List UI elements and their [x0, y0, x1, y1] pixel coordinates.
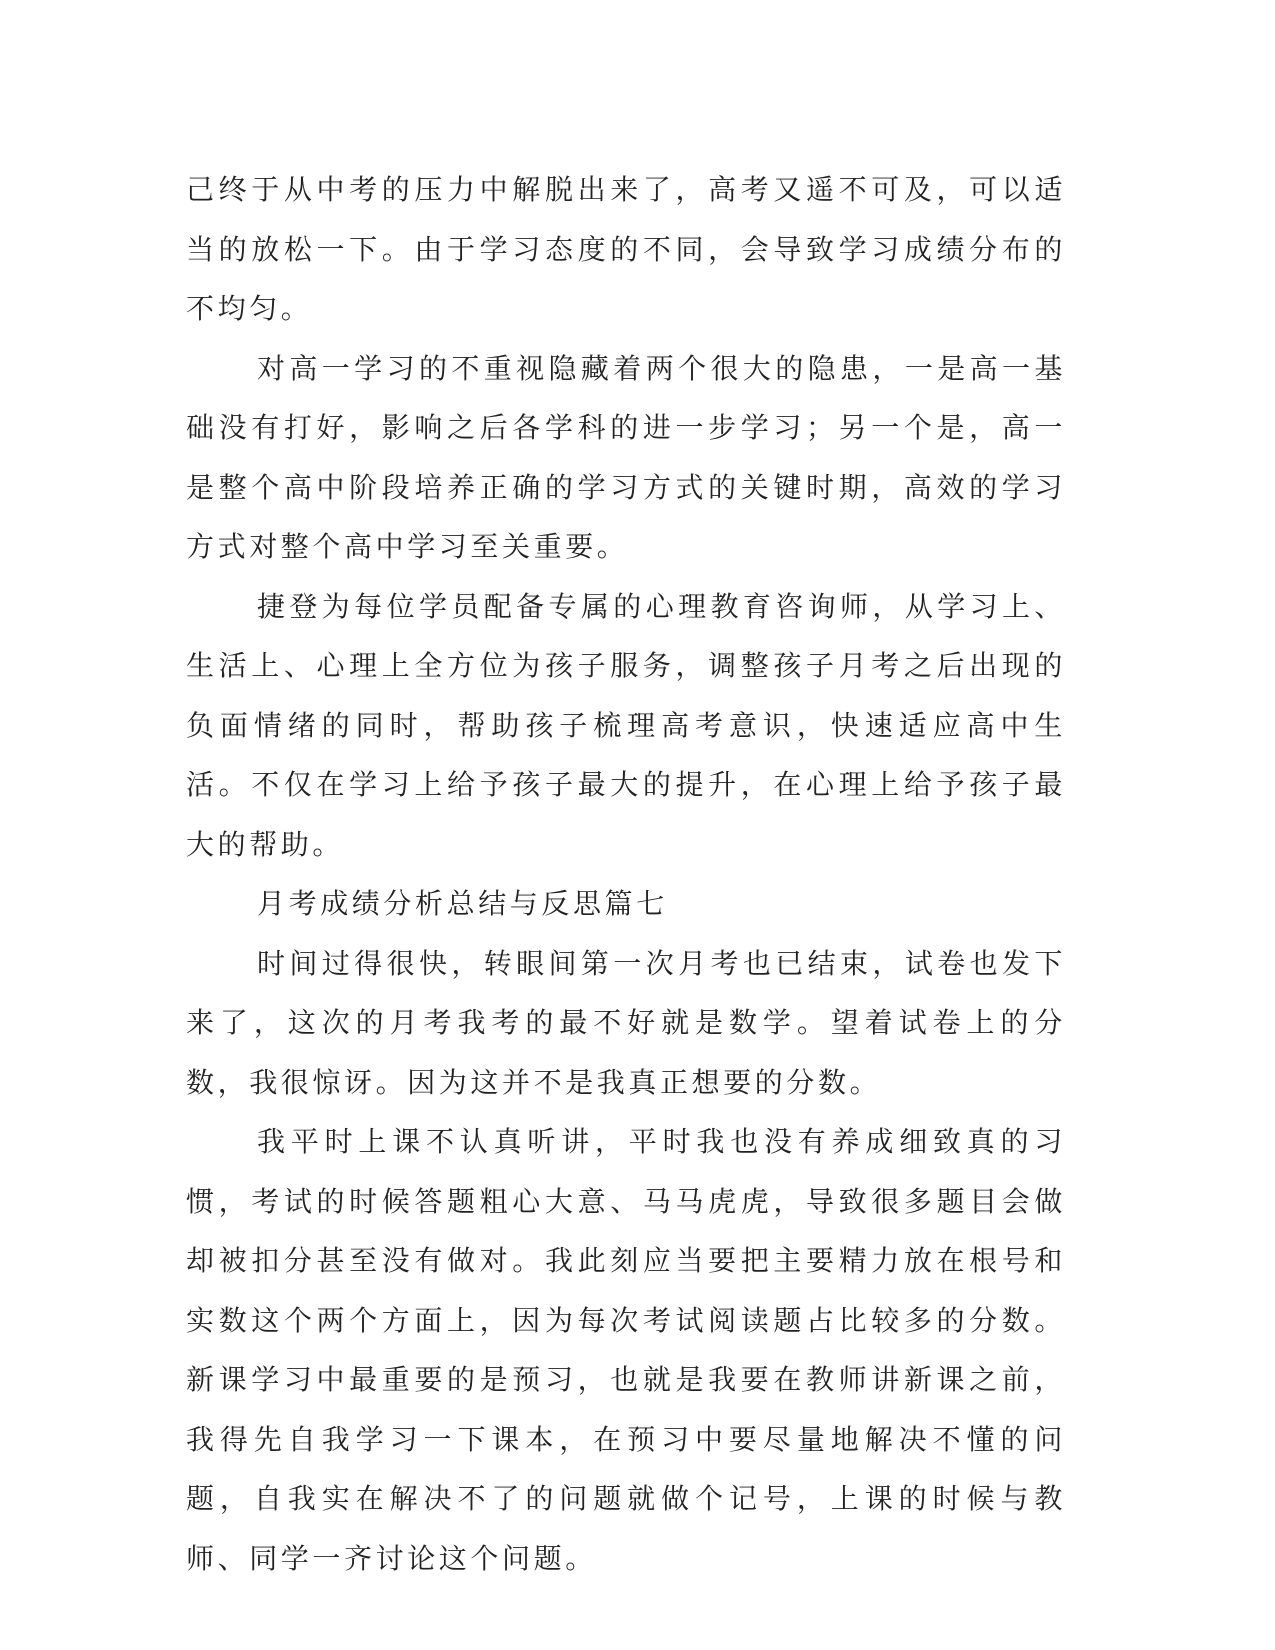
section-paragraph-2: 我平时上课不认真听讲，平时我也没有养成细致真的习惯，考试的时候答题粗心大意、马马虎虎，导致很多题目会做却被扣分甚至没有做对。我此刻应当要把主要精力放在根号和实数这个两个方面上，因为每次考试阅读题占比较多的分数。新课学习中最重要的是预习，也就是我要在教师讲新课之前，我得先自我学习一下课本，在预习中要尽量地解决不懂的问题，自我实在解决不了的问题就做个记号，上课的时候与教师、同学一齐讨论这个问题。 — [186, 1125, 1066, 1575]
document-body — [186, 160, 1066, 1588]
section-heading: 月考成绩分析总结与反思篇七 — [257, 887, 668, 920]
section-paragraph-1: 时间过得很快，转眼间第一次月考也已结束，试卷也发下来了，这次的月考我考的最不好就是数学。望着试卷上的分数，我很惊讶。因为这并不是我真正想要的分数。 — [186, 946, 1066, 1099]
paragraph-2: 对高一学习的不重视隐藏着两个很大的隐患，一是高一基础没有打好，影响之后各学科的进一步学习；另一个是，高一是整个高中阶段培养正确的学习方式的关键时期，高效的学习方式对整个高中学习至关重要。 — [186, 351, 1066, 563]
paragraph-1: 己终于从中考的压力中解脱出来了，高考又遥不可及，可以适当的放松一下。由于学习态度的不同，会导致学习成绩分布的不均匀。 — [186, 173, 1066, 325]
paragraph-3: 捷登为每位学员配备专属的心理教育咨询师，从学习上、生活上、心理上全方位为孩子服务，调整孩子月考之后出现的负面情绪的同时，帮助孩子梳理高考意识，快速适应高中生活。不仅在学习上给予孩子最大的提升，在心理上给予孩子最大的帮助。 — [186, 589, 1066, 861]
